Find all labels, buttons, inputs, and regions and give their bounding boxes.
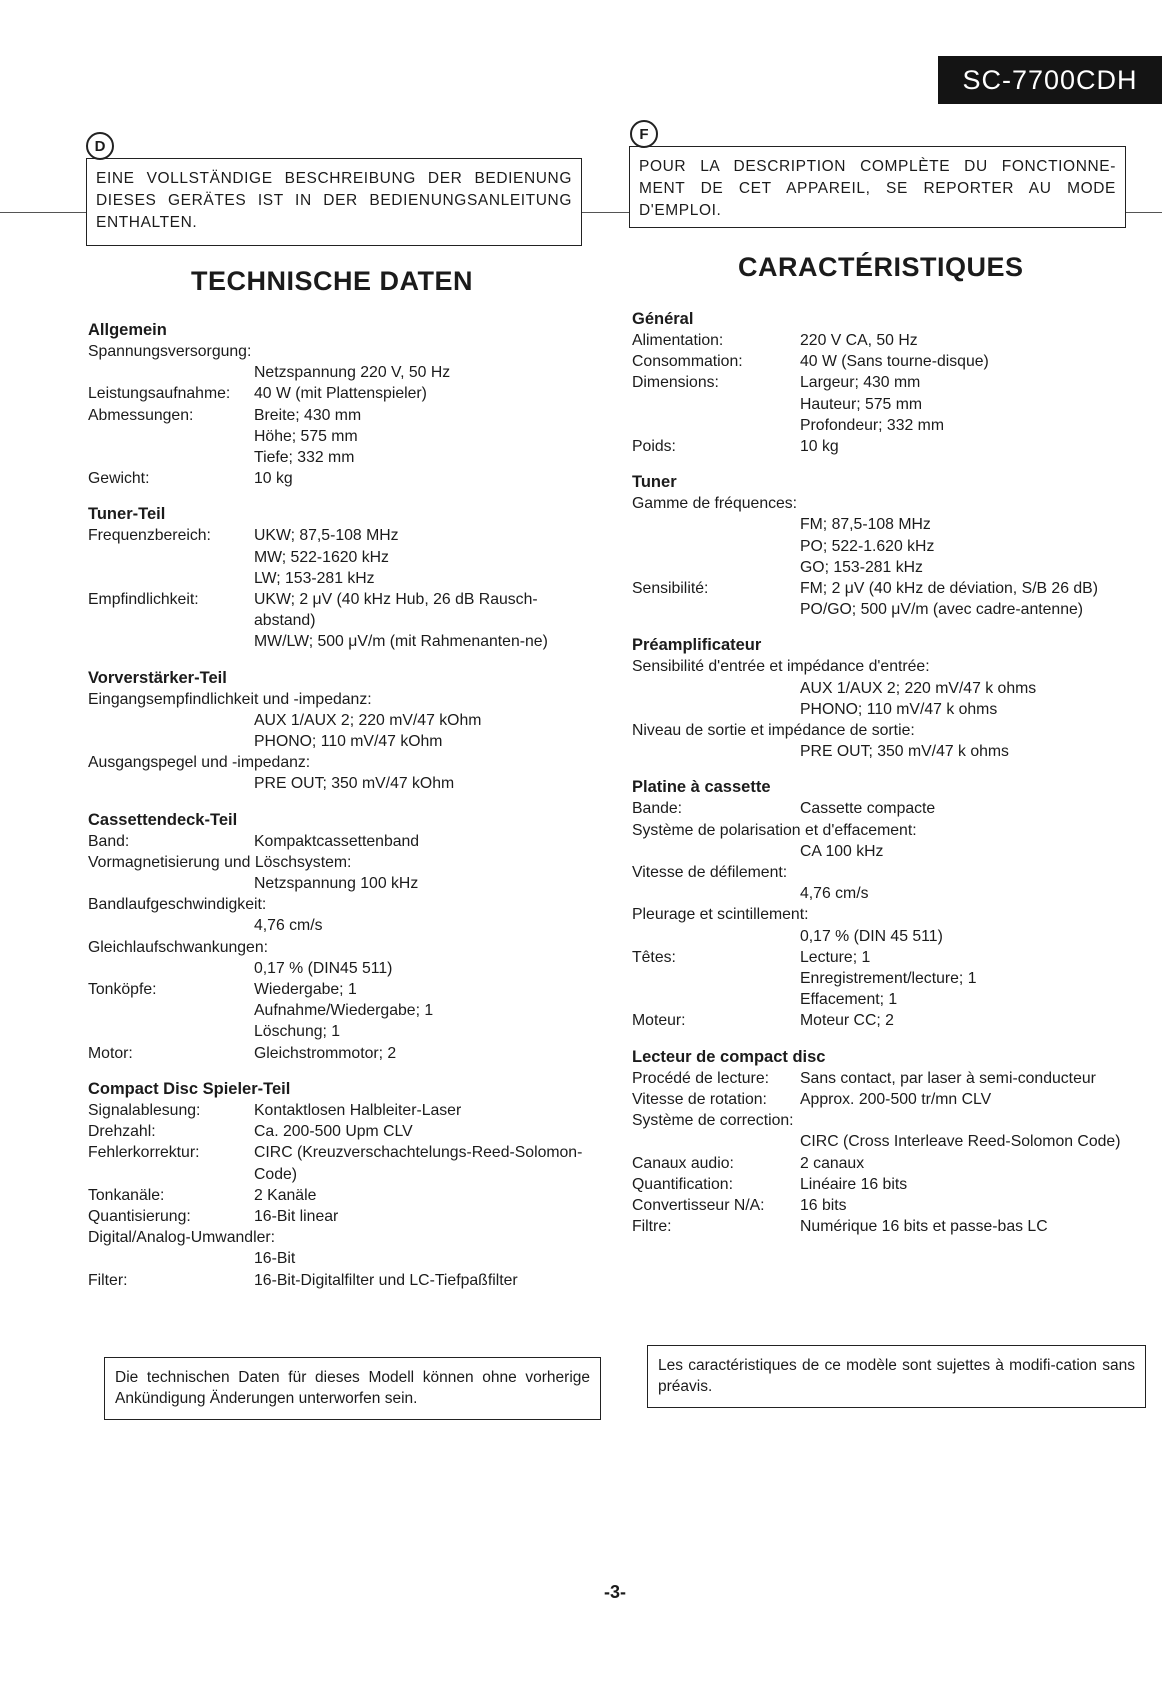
spec-value: 16 bits (800, 1196, 847, 1214)
spec-values (800, 1068, 1148, 1089)
spec-row (88, 894, 598, 915)
spec-value: Sans contact, par laser à semi-conducteur (800, 1069, 1096, 1087)
spec-values (254, 710, 598, 752)
spec-values (254, 1043, 598, 1064)
spec-value: Wiedergabe; 1 (254, 981, 357, 999)
spec-value: Cassette compacte (800, 800, 936, 818)
spec-values (800, 1131, 1148, 1152)
spec-value: UKW; 87,5-108 MHz (254, 527, 399, 545)
group-spacer (88, 795, 598, 809)
spec-value: Effacement; 1 (800, 991, 898, 1009)
spec-group-heading: Platine à cassette (632, 778, 771, 797)
spec-label (632, 678, 800, 720)
spec-value: 0,17 % (DIN45 511) (254, 959, 393, 977)
spec-values (800, 883, 1148, 904)
spec-value: GO; 153-281 kHz (800, 558, 923, 576)
spec-row (88, 773, 598, 794)
spec-value: Netzspannung 100 kHz (254, 875, 419, 893)
spec-row (632, 883, 1148, 904)
spec-row (632, 678, 1148, 720)
german-specs (88, 319, 598, 1291)
spec-values (800, 798, 1148, 819)
spec-values (254, 589, 598, 653)
spec-value: Hauteur; 575 mm (800, 395, 923, 413)
spec-values (254, 1206, 598, 1227)
divider-left (0, 212, 86, 213)
spec-row (88, 589, 598, 653)
spec-row (632, 1010, 1148, 1031)
spec-value: 10 kg (800, 438, 839, 456)
french-specs (632, 308, 1148, 1237)
spec-value: Profondeur; 332 mm (800, 416, 945, 434)
spec-label: Filtre: (632, 1218, 672, 1236)
spec-label (88, 915, 254, 936)
spec-row (88, 1270, 598, 1291)
spec-values (254, 1248, 598, 1269)
spec-value: Netzspannung 220 V, 50 Hz (254, 364, 451, 382)
spec-value: 2 canaux (800, 1154, 865, 1172)
spec-row (632, 578, 1148, 620)
group-spacer (88, 1064, 598, 1078)
spec-row (632, 514, 1148, 578)
spec-values (800, 841, 1148, 862)
spec-row (88, 1185, 598, 1206)
spec-row (632, 656, 1148, 677)
spec-label: Filter: (88, 1271, 128, 1289)
spec-label: Consommation: (632, 353, 743, 371)
spec-value: CIRC (Kreuzverschachtelungs-Reed-Solomon-Code) (254, 1144, 583, 1183)
spec-value: Aufnahme/Wiedergabe; 1 (254, 1002, 434, 1020)
spec-value: Ca. 200-500 Upm CLV (254, 1123, 413, 1141)
spec-label: Motor: (88, 1044, 133, 1062)
spec-label: Bande: (632, 800, 683, 818)
spec-values (254, 1185, 598, 1206)
spec-values (800, 947, 1148, 1011)
spec-values (800, 1153, 1148, 1174)
spec-values (800, 1195, 1148, 1216)
spec-value: UKW; 2 μV (40 kHz Hub, 26 dB Rausch-abstand) (254, 591, 538, 630)
spec-values (800, 926, 1148, 947)
spec-value: Enregistrement/lecture; 1 (800, 970, 977, 988)
spec-row (88, 831, 598, 852)
spec-value: 0,17 % (DIN 45 511) (800, 927, 943, 945)
group-spacer (632, 620, 1148, 634)
spec-group-heading: Cassettendeck-Teil (88, 810, 238, 829)
spec-label: Quantification: (632, 1175, 733, 1193)
spec-value: CA 100 kHz (800, 842, 884, 860)
spec-label: Quantisierung: (88, 1207, 191, 1225)
group-spacer (88, 653, 598, 667)
spec-values (800, 514, 1148, 578)
spec-row (88, 1142, 598, 1184)
spec-value: 40 W (Sans tourne-disque) (800, 353, 989, 371)
spec-value: PRE OUT; 350 mV/47 k ohms (800, 743, 1009, 761)
spec-row (632, 820, 1148, 841)
spec-label: Poids: (632, 438, 676, 456)
spec-value: PRE OUT; 350 mV/47 kOhm (254, 775, 455, 793)
spec-label: Gewicht: (88, 470, 150, 488)
spec-label: Gleichlaufschwankungen: (88, 938, 269, 956)
spec-value: Moteur CC; 2 (800, 1012, 894, 1030)
divider-middle (582, 212, 629, 213)
spec-row (88, 979, 598, 1043)
spec-row (88, 341, 598, 362)
spec-label: Vitesse de rotation: (632, 1090, 767, 1108)
spec-value: 10 kg (254, 470, 293, 488)
french-notice: POUR LA DESCRIPTION COMPLÈTE DU FONCTIONNE-MENT DE CET APPAREIL, SE REPORTER AU MODE D'EMPLOI. (629, 146, 1126, 228)
spec-row (88, 710, 598, 752)
spec-value: Largeur; 430 mm (800, 374, 921, 392)
spec-values (254, 1121, 598, 1142)
spec-row (88, 405, 598, 469)
spec-group-heading: Compact Disc Spieler-Teil (88, 1079, 291, 1098)
spec-row (88, 852, 598, 873)
spec-row (632, 926, 1148, 947)
spec-row (88, 1227, 598, 1248)
spec-values (800, 578, 1148, 620)
spec-label: Band: (88, 832, 130, 850)
spec-value: Kompaktcassettenband (254, 832, 420, 850)
spec-values (800, 1010, 1148, 1031)
spec-row (88, 1043, 598, 1064)
spec-label: Tonkanäle: (88, 1186, 165, 1204)
spec-values (254, 468, 598, 489)
spec-label: Dimensions: (632, 374, 719, 392)
spec-label: Sensibilité d'entrée et impédance d'entrée: (632, 658, 930, 676)
spec-values (254, 979, 598, 1043)
spec-row (88, 468, 598, 489)
spec-row (632, 1216, 1148, 1237)
spec-value: 4,76 cm/s (254, 917, 323, 935)
spec-value: LW; 153-281 kHz (254, 569, 375, 587)
spec-value: AUX 1/AUX 2; 220 mV/47 k ohms (800, 679, 1037, 697)
spec-values (800, 741, 1148, 762)
spec-value: FM; 2 μV (40 kHz de déviation, S/B 26 dB) (800, 580, 1098, 598)
group-spacer (632, 457, 1148, 471)
spec-label (632, 926, 800, 947)
spec-value: 220 V CA, 50 Hz (800, 332, 918, 349)
spec-row (88, 937, 598, 958)
spec-row (632, 798, 1148, 819)
spec-value: Linéaire 16 bits (800, 1175, 908, 1193)
spec-group-heading: Vorverstärker-Teil (88, 668, 227, 687)
spec-value: Numérique 16 bits et passe-bas LC (800, 1218, 1048, 1236)
spec-row (632, 1153, 1148, 1174)
spec-label: Vormagnetisierung und Löschsystem: (88, 853, 352, 871)
spec-row (88, 1206, 598, 1227)
spec-group-heading: Tuner (632, 473, 677, 492)
spec-label (88, 1248, 254, 1269)
spec-label: Drehzahl: (88, 1123, 156, 1141)
german-footer-notice: Die technischen Daten für dieses Modell können ohne vorherige Ankündigung Änderungen unterworfen sein. (104, 1357, 601, 1420)
model-badge: SC-7700CDH (938, 56, 1162, 104)
spec-value: PHONO; 110 mV/47 k ohms (800, 700, 998, 718)
spec-label: Système de polarisation et d'effacement: (632, 821, 917, 839)
spec-label: Tonköpfe: (88, 981, 157, 999)
spec-value: PO/GO; 500 μV/m (avec cadre-antenne) (800, 601, 1084, 619)
spec-label (632, 741, 800, 762)
spec-value: 4,76 cm/s (800, 885, 869, 903)
spec-label: Abmessungen: (88, 406, 194, 424)
spec-values (800, 1216, 1148, 1237)
spec-value: AUX 1/AUX 2; 220 mV/47 kOhm (254, 711, 482, 729)
spec-row (88, 958, 598, 979)
french-language-mark: F (630, 120, 658, 148)
spec-value: Breite; 430 mm (254, 406, 362, 424)
spec-row (88, 873, 598, 894)
spec-row (88, 915, 598, 936)
french-footer-notice: Les caractéristiques de ce modèle sont sujettes à modifi-cation sans préavis. (647, 1345, 1146, 1408)
divider-right (1126, 212, 1162, 213)
group-spacer (632, 762, 1148, 776)
german-notice: EINE VOLLSTÄNDIGE BESCHREIBUNG DER BEDIENUNG DIESES GERÄTES IST IN DER BEDIENUNGSANLEITUNG ENTHALTEN. (86, 158, 582, 246)
spec-values (800, 436, 1148, 457)
spec-values (800, 351, 1148, 372)
spec-group-heading: Tuner-Teil (88, 505, 166, 524)
spec-row (632, 1089, 1148, 1110)
spec-row (88, 689, 598, 710)
spec-row (88, 525, 598, 589)
spec-value: Gleichstrommotor; 2 (254, 1044, 397, 1062)
spec-label: Moteur: (632, 1012, 686, 1030)
spec-row (632, 720, 1148, 741)
spec-row (88, 1248, 598, 1269)
spec-value: MW/LW; 500 μV/m (mit Rahmenanten-ne) (254, 633, 548, 651)
spec-row (632, 1195, 1148, 1216)
spec-values (254, 383, 598, 404)
group-spacer (88, 489, 598, 503)
spec-row (632, 1131, 1148, 1152)
spec-values (800, 1089, 1148, 1110)
spec-label: Ausgangspegel und -impedanz: (88, 754, 311, 772)
page-number: -3- (604, 1582, 626, 1602)
spec-value: Höhe; 575 mm (254, 427, 358, 445)
spec-values (254, 958, 598, 979)
spec-value: 40 W (mit Plattenspieler) (254, 385, 427, 403)
spec-label (632, 841, 800, 862)
spec-value: 2 Kanäle (254, 1186, 317, 1204)
spec-values (800, 372, 1148, 436)
spec-label (632, 514, 800, 578)
spec-values (254, 773, 598, 794)
spec-label: Pleurage et scintillement: (632, 906, 809, 924)
spec-row (632, 862, 1148, 883)
spec-label (88, 873, 254, 894)
spec-row (632, 1068, 1148, 1089)
spec-value: Löschung; 1 (254, 1023, 341, 1041)
spec-row (632, 1110, 1148, 1131)
spec-label: Vitesse de défilement: (632, 864, 788, 882)
spec-value: Approx. 200-500 tr/mn CLV (800, 1090, 992, 1108)
spec-row (88, 1100, 598, 1121)
group-spacer (632, 1032, 1148, 1046)
spec-value: FM; 87,5-108 MHz (800, 516, 931, 534)
german-language-mark: D (86, 132, 114, 160)
spec-label: Fehlerkorrektur: (88, 1144, 200, 1162)
spec-value: Kontaktlosen Halbleiter-Laser (254, 1101, 462, 1119)
spec-label: Système de correction: (632, 1112, 794, 1130)
spec-row (632, 947, 1148, 1011)
spec-label: Eingangsempfindlichkeit und -impedanz: (88, 690, 372, 708)
spec-values (254, 915, 598, 936)
spec-label: Convertisseur N/A: (632, 1196, 765, 1214)
spec-label: Procédé de lecture: (632, 1069, 769, 1087)
spec-label: Niveau de sortie et impédance de sortie: (632, 722, 915, 740)
spec-values (254, 362, 598, 383)
spec-label: Gamme de fréquences: (632, 495, 798, 513)
spec-value: Tiefe; 332 mm (254, 449, 355, 467)
spec-label: Spannungsversorgung: (88, 343, 252, 360)
spec-group-heading: Lecteur de compact disc (632, 1047, 826, 1066)
spec-values (254, 873, 598, 894)
spec-label (88, 958, 254, 979)
spec-label: Bandlaufgeschwindigkeit: (88, 896, 267, 914)
spec-row (632, 436, 1148, 457)
spec-value: 16-Bit-Digitalfilter und LC-Tiefpaßfilter (254, 1271, 518, 1289)
spec-row (632, 351, 1148, 372)
spec-values (254, 831, 598, 852)
spec-values (254, 1100, 598, 1121)
spec-value: PHONO; 110 mV/47 kOhm (254, 733, 443, 751)
spec-value: PO; 522-1.620 kHz (800, 537, 935, 555)
spec-values (800, 678, 1148, 720)
spec-row (632, 493, 1148, 514)
spec-values (254, 525, 598, 589)
spec-values (254, 1142, 598, 1184)
spec-label: Digital/Analog-Umwandler: (88, 1229, 276, 1247)
spec-values (254, 1270, 598, 1291)
spec-row (632, 1174, 1148, 1195)
spec-row (632, 741, 1148, 762)
spec-label (632, 1131, 800, 1152)
spec-group-heading: Allgemein (88, 321, 167, 339)
spec-row (88, 752, 598, 773)
spec-value: CIRC (Cross Interleave Reed-Solomon Code) (800, 1133, 1121, 1151)
spec-row (632, 841, 1148, 862)
spec-label: Empfindlichkeit: (88, 591, 199, 609)
spec-row (632, 330, 1148, 351)
spec-label (88, 362, 254, 383)
spec-group-heading: Préamplificateur (632, 636, 762, 655)
spec-label: Signalablesung: (88, 1101, 201, 1119)
spec-group-heading: Général (632, 310, 694, 328)
german-section-title: TECHNISCHE DATEN (191, 266, 474, 296)
spec-label: Leistungsaufnahme: (88, 385, 231, 403)
spec-row (88, 383, 598, 404)
spec-label: Sensibilité: (632, 580, 709, 598)
spec-value: MW; 522-1620 kHz (254, 548, 389, 566)
spec-label: Alimentation: (632, 332, 724, 349)
spec-value: Lecture; 1 (800, 948, 871, 966)
spec-values (254, 405, 598, 469)
spec-value: 16-Bit (254, 1250, 296, 1268)
spec-label (632, 883, 800, 904)
spec-label: Têtes: (632, 948, 676, 966)
spec-label (88, 710, 254, 752)
spec-values (800, 1174, 1148, 1195)
spec-row (632, 904, 1148, 925)
spec-row (88, 1121, 598, 1142)
spec-row (632, 372, 1148, 436)
spec-value: 16-Bit linear (254, 1207, 339, 1225)
spec-label: Frequenzbereich: (88, 527, 211, 545)
french-section-title: CARACTÉRISTIQUES (738, 252, 1024, 282)
spec-label (88, 773, 254, 794)
spec-label: Canaux audio: (632, 1154, 734, 1172)
spec-values (800, 330, 1148, 351)
spec-row (88, 362, 598, 383)
